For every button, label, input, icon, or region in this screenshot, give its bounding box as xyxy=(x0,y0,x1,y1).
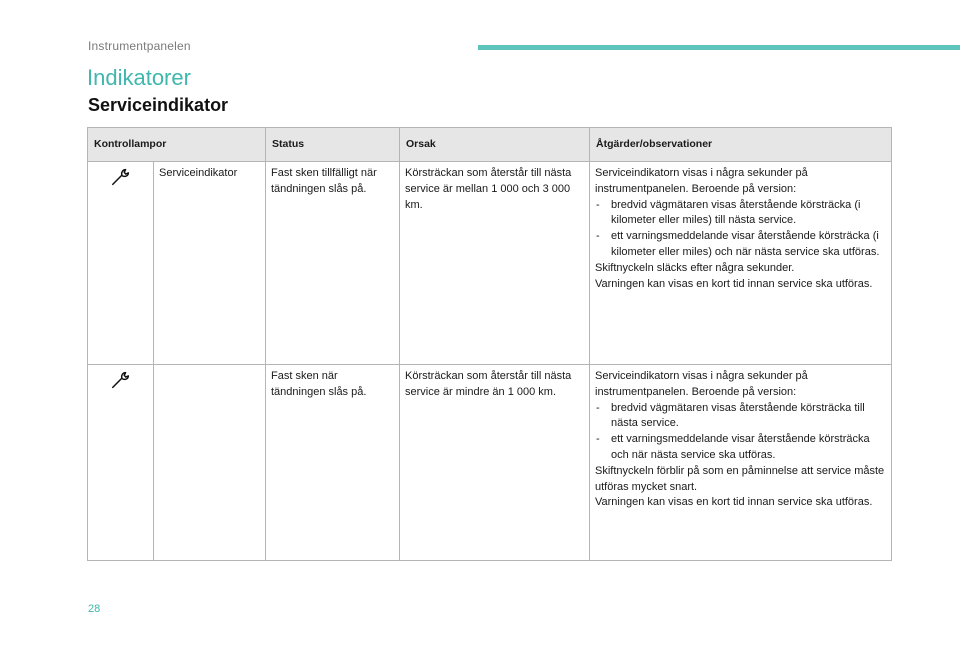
actions-note: Varningen kan visas en kort tid innan service ska utföras. xyxy=(595,496,873,509)
actions-intro: Serviceindikatorn visas i några sekunder på instrumentpanelen. Beroende på version: xyxy=(595,370,808,398)
page-number: 28 xyxy=(88,603,101,615)
list-item: - ett varningsmeddelande visar återstående körsträcka (i kilometer eller miles) och när nästa service ska utföras. xyxy=(595,229,886,261)
section-header-bar xyxy=(478,45,960,50)
cause-cell: Körsträckan som återstår till nästa service är mellan 1 000 och 3 000 km. xyxy=(400,162,590,365)
wrench-icon xyxy=(110,369,132,391)
actions-list xyxy=(595,401,886,464)
table-header-row xyxy=(88,128,892,162)
table-row xyxy=(88,365,892,561)
actions-cell xyxy=(590,162,892,365)
cause-cell: Körsträckan som återstår till nästa service är mindre än 1 000 km. xyxy=(400,365,590,561)
actions-intro: Serviceindikatorn visas i några sekunder på instrumentpanelen. Beroende på version: xyxy=(595,167,808,195)
actions-cell xyxy=(590,365,892,561)
actions-list xyxy=(595,198,886,261)
list-item: - ett varningsmeddelande visar återstående körsträcka och när nästa service ska utföras. xyxy=(595,432,886,464)
actions-note: Skiftnyckeln förblir på som en påminnelse att service måste utföras mycket snart. xyxy=(595,464,885,493)
wrench-icon xyxy=(110,166,132,188)
column-header-orsak: Orsak xyxy=(400,128,590,162)
list-item: - bredvid vägmätaren visas återstående körsträcka (i kilometer eller miles) till nästa service. xyxy=(595,198,886,230)
page-title: Indikatorer xyxy=(87,65,191,90)
list-item: - bredvid vägmätaren visas återstående körsträcka till nästa service. xyxy=(595,401,886,433)
indicator-icon-cell xyxy=(88,162,154,365)
subsection-title: Serviceindikator xyxy=(88,95,229,115)
indicator-name: Serviceindikator xyxy=(154,162,266,365)
column-header-atgarder: Åtgärder/observationer xyxy=(590,128,892,162)
status-cell: Fast sken när tändningen slås på. xyxy=(266,365,400,561)
indicator-name xyxy=(154,365,266,561)
column-header-kontrollampor: Kontrollampor xyxy=(88,128,266,162)
status-cell: Fast sken tillfälligt när tändningen slås på. xyxy=(266,162,400,365)
actions-note: Skiftnyckeln släcks efter några sekunder. xyxy=(595,261,795,274)
indicator-icon-cell xyxy=(88,365,154,561)
table-row xyxy=(88,162,892,365)
indicator-table xyxy=(87,127,892,561)
actions-note: Varningen kan visas en kort tid innan service ska utföras. xyxy=(595,277,873,290)
section-header-label: Instrumentpanelen xyxy=(88,39,191,53)
column-header-status: Status xyxy=(266,128,400,162)
